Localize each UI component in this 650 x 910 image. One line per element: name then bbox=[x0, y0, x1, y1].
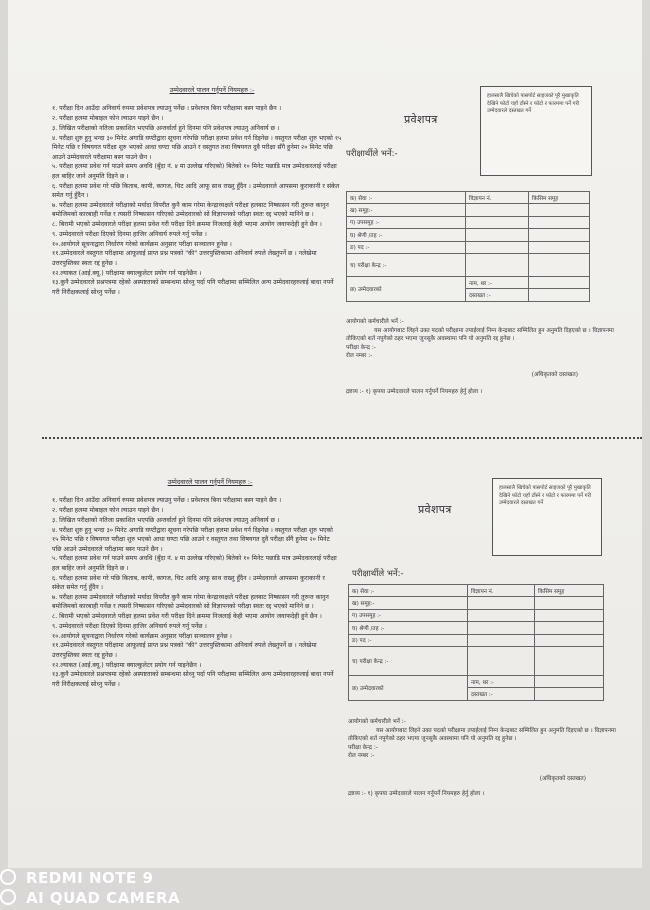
admit-card-copy-top bbox=[8, 0, 642, 432]
rule-item: १२.ल्याकत (आई.क्यू.) परीक्षामा क्याल्कुलेटर प्रयोग गर्न पाइनेछैन । bbox=[52, 661, 202, 669]
authority-signature: (अधिकृतको दस्तखत) bbox=[539, 775, 586, 782]
field-naam-thar: नाम, थर :- bbox=[466, 276, 529, 288]
field-vigyapan: विज्ञापन नं. bbox=[466, 192, 529, 204]
rule-item: १३.कुनै उम्मेदवारले प्रश्नपत्रमा रहेको अस्पष्टताको सम्बन्धमा सोध्नु पर्दा पनि परीक्षामा सम्मिलित अन्य उम्मेदवारहरुलाई बाधा नपर्ने गरी निरीक्षकलाई सोध्नु पर्नेछ । bbox=[52, 671, 334, 688]
rule-item: १३.कुनै उम्मेदवारले प्रश्नपत्रमा रहेको अस्पष्टताको सम्बन्धमा सोध्नु पर्दा पनि परीक्षामा सम्मिलित अन्य उम्मेदवारहरुलाई बाधा नपर्ने गरी निरीक्षकलाई सोध्नु पर्नेछ । bbox=[52, 279, 334, 296]
camera-watermark-line1 bbox=[0, 869, 300, 887]
authority-signature: (अधिकृतको दस्तखत) bbox=[531, 371, 578, 378]
field-kisim: किसिम समूह bbox=[535, 585, 604, 597]
field-naam-thar: नाम, थर :- bbox=[468, 675, 535, 687]
field-blank bbox=[535, 688, 604, 700]
field-blank bbox=[468, 609, 535, 621]
field-vigyapan: विज्ञापन नं. bbox=[468, 585, 535, 597]
field-upasamuha: ग) उपसमूह :- bbox=[347, 216, 466, 228]
rule-item: १०.आयोगले सूचनाद्वारा निर्धारण गरेको कार्यक्रम अनुसार परीक्षा सञ्चालन हुनेछ । bbox=[52, 632, 232, 640]
photo-box bbox=[492, 478, 602, 556]
rule-item: ६. परीक्षा हलमा प्रवेश गरे पछि किताब, कापी, कागज, चिट आदि आफू साथ राख्नु हुँदैन । उम्मेदवारले आपसमा कुराकानी र संकेत समेत गर्नु हुँदैन । bbox=[52, 182, 340, 200]
field-dastakhat: दस्तखत :- bbox=[468, 688, 535, 700]
rule-item: ७. परीक्षा हलमा उम्मेदवारले परीक्षाको मर्यादा विपरीत कुनै काम गरेमा केन्द्राध्यक्षले परीक्षा हलबाट निष्कासन गरी तुरुन्त कानुन बमोजिमको कारबाही गर्नेछ र त्यसरी निष्कासन गरिएको उम्मेदवारको सो विज्ञापनको परीक्षा स्वतः रद्द भएको मानिने छ । bbox=[52, 201, 329, 219]
camera-watermark-line2 bbox=[0, 889, 300, 907]
exam-center-label: परीक्षा केन्द्र :- bbox=[348, 744, 378, 751]
admit-card-sheet bbox=[8, 0, 642, 868]
rule-item: ६. परीक्षा हलमा प्रवेश गरे पछि किताब, कापी, कागज, चिट आदि आफू साथ राख्नु हुँदैन । उम्मेदवारले आपसमा कुराकानी र संकेत समेत गर्नु हुँदैन । bbox=[52, 574, 325, 592]
field-kendra: च) परीक्षा केन्द्र :- bbox=[349, 646, 468, 675]
field-blank bbox=[535, 675, 604, 687]
field-ummedwar: छ) उम्मेदवारको bbox=[347, 276, 466, 301]
field-upasamuha: ग) उपसमूह :- bbox=[349, 609, 468, 621]
field-sewa: क) सेवा :- bbox=[347, 192, 466, 204]
field-blank bbox=[535, 609, 604, 621]
rule-item: १२.ल्याकत (आई.क्यू.) परीक्षामा क्याल्कुलेटर प्रयोग गर्न पाइनेछैन । bbox=[52, 269, 202, 277]
rule-item: १०.आयोगले सूचनाद्वारा निर्धारण गरेको कार्यक्रम अनुसार परीक्षा सञ्चालन हुनेछ । bbox=[52, 240, 232, 248]
photo-instruction: हालसालै खिचेको पासपोर्ट साइजको पूरै मुखाकृति देखिने फोटो यहाँ टाँस्ने र फोटो र फारममा पर्ने गरी उम्मेदवारले दस्तखत गर्ने bbox=[499, 485, 592, 507]
field-blank bbox=[468, 597, 535, 609]
rule-item: ११.उम्मेदवारले वस्तुगत परीक्षामा आफूलाई प्राप्त प्रश्न पत्रको "की" उत्तरपुस्तिकामा अनिवार्य रुपले लेख्नुपर्ने छ । नलेखेमा उत्तरपुस्तिका स्वतः रद्द हुनेछ । bbox=[52, 250, 317, 267]
rules-section bbox=[52, 86, 342, 298]
field-blank bbox=[529, 229, 590, 241]
candidate-fill-label: परीक्षार्थीले भर्ने:- bbox=[346, 149, 398, 159]
field-ummedwar: छ) उम्मेदवारको bbox=[349, 675, 468, 700]
field-blank bbox=[468, 622, 535, 634]
office-text: यस आयोगबाट लिइने उक्त पदको परीक्षामा तपाईलाई निम्न केन्द्रबाट सम्मिलित हुन अनुमति दिइएको छ । विज्ञापनमा तोकिएको शर्त नपुगेको ठहर भएमा जुनसुकै अवस्थामा पनि यो अनुमति रद्द हुनेछ । bbox=[346, 327, 614, 343]
candidate-form-table bbox=[346, 191, 590, 302]
exam-center-label: परीक्षा केन्द्र :- bbox=[346, 344, 376, 351]
field-samuha: ख) समूह:- bbox=[349, 597, 468, 609]
field-blank bbox=[466, 229, 529, 241]
footnote: द्रष्टव्य :- १) कृपया उम्मेदवारले पालन गर्नुपर्ने नियमहरु हेर्नु होला । bbox=[348, 790, 485, 797]
rule-item: ३. लिखित परीक्षाको नतिजा प्रकाशित भएपछि अन्तर्वार्ता हुने दिनमा पनि प्रवेशपत्र ल्याउनु अनिवार्य छ । bbox=[52, 125, 280, 132]
rule-item: ८. बिरामी भएको उम्मेदवारले परीक्षा हलमा प्रवेश गरी परीक्षा दिने क्रममा निजलाई केही भएमा आयोग जवाफदेही हुने छैन । bbox=[52, 613, 322, 621]
field-samuha: ख) समूह:- bbox=[347, 204, 466, 216]
ring-icon bbox=[0, 869, 16, 885]
field-pad: ङ) पद :- bbox=[347, 241, 466, 253]
office-text: यस आयोगबाट लिइने उक्त पदको परीक्षामा तपाईलाई निम्न केन्द्रबाट सम्मिलित हुन अनुमति दिइएको छ । विज्ञापनमा तोकिएको शर्त नपुगेको ठहर भएमा जुनसुकै अवस्थामा पनि यो अनुमति रद्द हुनेछ । bbox=[348, 727, 616, 743]
rule-item: ५. परीक्षा हलमा प्रवेश गर्न पाउने समय अवधि (बुँदा नं. ४ मा उल्लेख गरिएको) बितेको १० मिनेट पछाडि मात्र उम्मेदवारलाई परीक्षा हल बाहिर जाने अनुमति दिइने छ । bbox=[52, 555, 337, 572]
field-dastakhat: दस्तखत :- bbox=[466, 289, 529, 301]
admit-card-title: प्रवेशपत्र bbox=[404, 113, 438, 126]
rule-item: ३. लिखित परीक्षाको नतिजा प्रकाशित भएपछि अन्तर्वार्ता हुने दिनमा पनि प्रवेशपत्र ल्याउनु अनिवार्य छ । bbox=[52, 517, 280, 524]
rule-item: ९. उम्मेदवारले परीक्षा दिएको दिनमा हाजिर अनिवार्य रुपले गर्नु पर्नेछ । bbox=[52, 230, 207, 238]
rule-item: ८. बिरामी भएको उम्मेदवारले परीक्षा हलमा प्रवेश गरी परीक्षा दिने क्रममा निजलाई केही भएमा आयोग जवाफदेही हुने छैन । bbox=[52, 221, 322, 229]
rules-section bbox=[52, 478, 338, 690]
office-label: आयोगको कर्मचारीले भर्ने :- bbox=[348, 719, 406, 725]
field-blank bbox=[529, 216, 590, 228]
rules-heading: उम्मेदवारले पालन गर्नुपर्ने नियमहरु :- bbox=[169, 86, 255, 94]
rule-item: ७. परीक्षा हलमा उम्मेदवारले परीक्षाको मर्यादा विपरीत कुनै काम गरेमा केन्द्राध्यक्षले परीक्षा हलबाट निष्कासन गरी तुरुन्त कानुन बमोजिमको कारबाही गर्नेछ र त्यसरी निष्कासन गरिएको उम्मेदवारको सो विज्ञापनको परीक्षा स्वतः रद्द भएको मानिने छ । bbox=[52, 593, 329, 611]
field-sewa: क) सेवा :- bbox=[349, 585, 468, 597]
field-shreni-taha: घ) श्रेणी /तह :- bbox=[349, 622, 468, 634]
rules-list bbox=[52, 496, 338, 689]
rules-list bbox=[52, 104, 342, 297]
field-blank bbox=[529, 289, 590, 301]
field-kisim: किसिम समूह bbox=[529, 192, 590, 204]
field-shreni-taha: घ) श्रेणी /तह :- bbox=[347, 229, 466, 241]
rule-item: ५. परीक्षा हलमा प्रवेश गर्न पाउने समय अवधि (बुँदा नं. ४ मा उल्लेख गरिएको) बितेको १० मिनेट पछाडि मात्र उम्मेदवारलाई परीक्षा हल बाहिर जाने अनुमति दिइने छ । bbox=[52, 163, 337, 180]
rule-item: ४. परीक्षा शुरु हुनु भन्दा ३० मिनेट अगाडि घण्टीद्वारा सूचना गरेपछि परीक्षा हलमा प्रवेश गर्न दिइनेछ । वस्तुगत परीक्षा शुरु भएको १५ मिनेट पछि र विषयगत परीक्षा शुरु भएको आधा घण्टा पछि आउने र वस्तुगत तथा विषयगत दुवै परीक्षा सँगै हुनेमा २० मिनेट पछि आउने उम्मेदवारले परीक्षामा बस्न पाउने छैन । bbox=[52, 134, 342, 161]
rule-item: १. परीक्षा दिन आउँदा अनिवार्य रुपमा प्रवेशपत्र ल्याउनु पर्नेछ । प्रवेशपत्र बिना परीक्षामा बस्न पाइने छैन । bbox=[52, 105, 282, 113]
rule-item: ११.उम्मेदवारले वस्तुगत परीक्षामा आफूलाई प्राप्त प्रश्न पत्रको "की" उत्तरपुस्तिकामा अनिवार्य रुपले लेख्नुपर्ने छ । नलेखेमा उत्तरपुस्तिका स्वतः रद्द हुनेछ । bbox=[52, 642, 317, 659]
field-blank bbox=[535, 634, 604, 646]
office-section bbox=[348, 718, 626, 798]
rule-item: १. परीक्षा दिन आउँदा अनिवार्य रुपमा प्रवेशपत्र ल्याउनु पर्नेछ । प्रवेशपत्र बिना परीक्षामा बस्न पाइने छैन । bbox=[52, 497, 282, 505]
admit-card-copy-bottom bbox=[8, 460, 642, 860]
field-blank bbox=[535, 622, 604, 634]
roll-number-label: रोल नम्बर :- bbox=[348, 753, 375, 760]
field-blank bbox=[535, 646, 604, 675]
ring-icon bbox=[0, 889, 16, 905]
photo-instruction: हालसालै खिचेको पासपोर्ट साइजको पूरै मुखाकृति देखिने फोटो यहाँ टाँस्ने र फोटो र फारममा पर्ने गरी उम्मेदवारले दस्तखत गर्ने bbox=[487, 93, 580, 115]
watermark-text-2: AI QUAD CAMERA bbox=[26, 889, 181, 907]
rule-item: २. परीक्षा हलमा मोबाइल फोन ल्याउन पाइने छैन । bbox=[52, 115, 164, 123]
field-blank bbox=[466, 216, 529, 228]
rule-item: ४. परीक्षा शुरु हुनु भन्दा ३० मिनेट अगाडि घण्टीद्वारा सूचना गरेपछि परीक्षा हलमा प्रवेश गर्न दिइनेछ । वस्तुगत परीक्षा शुरु भएको १५ मिनेट पछि र विषयगत परीक्षा शुरु भएको आधा घण्टा पछि आउने र वस्तुगत तथा विषयगत दुवै परीक्षा सँगै हुनेमा २० मिनेट पछि आउने उम्मेदवारले परीक्षामा बस्न पाउने छैन । bbox=[52, 526, 333, 553]
watermark-text-1: REDMI NOTE 9 bbox=[26, 869, 154, 887]
cut-line bbox=[42, 437, 642, 439]
field-blank bbox=[466, 241, 529, 253]
office-label: आयोगको कर्मचारीले भर्ने :- bbox=[346, 319, 404, 325]
admit-card-title: प्रवेशपत्र bbox=[418, 503, 452, 516]
candidate-fill-label: परीक्षार्थीले भर्ने:- bbox=[352, 569, 404, 579]
field-blank bbox=[466, 204, 529, 216]
field-blank bbox=[529, 204, 590, 216]
field-blank bbox=[466, 253, 529, 276]
photo-box bbox=[480, 86, 592, 176]
field-blank bbox=[529, 241, 590, 253]
field-pad: ङ) पद :- bbox=[349, 634, 468, 646]
candidate-form-table bbox=[348, 584, 604, 701]
field-blank bbox=[535, 597, 604, 609]
roll-number-label: रोल नम्बर :- bbox=[346, 353, 373, 360]
rule-item: २. परीक्षा हलमा मोबाइल फोन ल्याउन पाइने छैन । bbox=[52, 507, 164, 515]
field-blank bbox=[468, 646, 535, 675]
footnote: द्रष्टव्य :- १) कृपया उम्मेदवारले पालन गर्नुपर्ने नियमहरु हेर्नु होला । bbox=[346, 388, 483, 395]
office-section bbox=[346, 318, 618, 396]
field-blank bbox=[529, 253, 590, 276]
field-kendra: च) परीक्षा केन्द्र :- bbox=[347, 253, 466, 276]
field-blank bbox=[529, 276, 590, 288]
rules-heading: उम्मेदवारले पालन गर्नुपर्ने नियमहरु :- bbox=[167, 478, 253, 486]
field-blank bbox=[468, 634, 535, 646]
rule-item: ९. उम्मेदवारले परीक्षा दिएको दिनमा हाजिर अनिवार्य रुपले गर्नु पर्नेछ । bbox=[52, 622, 207, 630]
